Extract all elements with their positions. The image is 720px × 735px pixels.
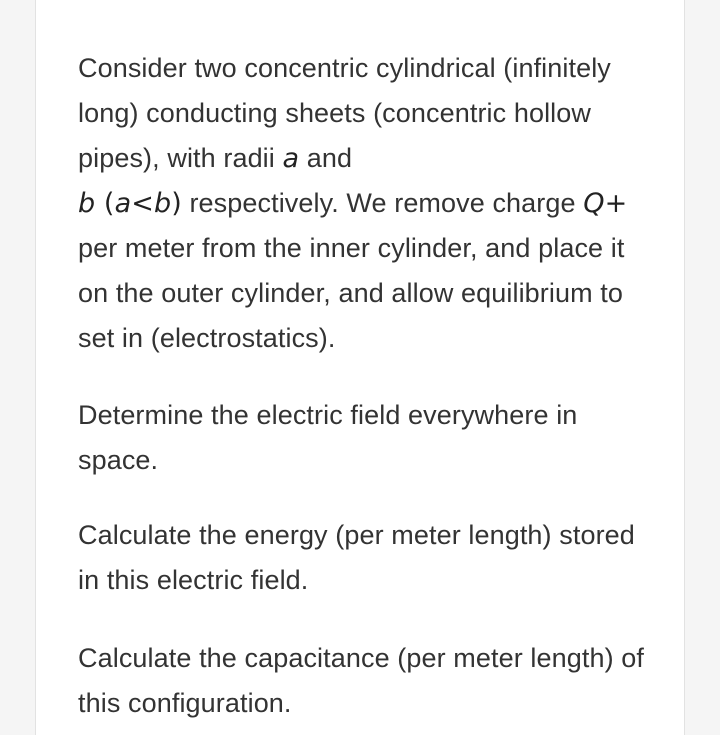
charge-q-symbol: Q [583,188,605,219]
problem-statement [78,46,653,361]
question-card [35,0,685,735]
radius-b-symbol: b [78,188,96,219]
inequality-open-paren: ( [95,188,115,219]
statement-text-2: and [299,143,353,173]
task-field-energy: Calculate the energy (per meter length) stored in this electric field. [78,520,635,595]
statement-text-1: Consider two concentric cylindrical (infinitely long) conducting sheets (concentric hollow pipes), with radii [78,53,611,173]
statement-text-4: per meter from the inner cylinder, and place it on the outer cylinder, and allow equilibrium to set in (electrostatics). [78,233,625,353]
inequality-close-paren: ) [171,188,182,219]
task-capacitance: Calculate the capacitance (per meter length) of this configuration. [78,643,645,718]
inequality-b-symbol: b [153,188,172,219]
less-than-symbol: < [131,188,154,219]
question-body [78,46,653,726]
statement-text-3: respectively. We remove charge [181,188,584,218]
charge-plus-sign: + [604,188,628,219]
inequality-a-symbol: a [114,188,132,219]
task-electric-field: Determine the electric field everywhere in space. [78,400,578,475]
radius-a-symbol: a [282,143,300,174]
